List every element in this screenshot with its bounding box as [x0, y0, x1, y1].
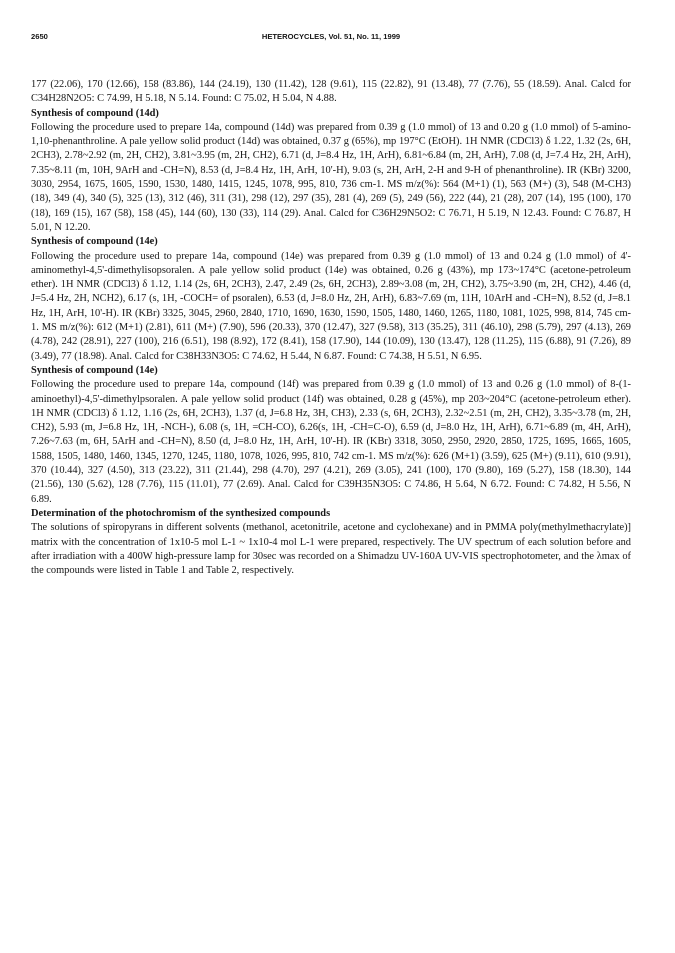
paragraph-14e: Following the procedure used to prepare 14a, compound (14e) was prepared from 0.39 g (1.0 mmol) of 13 and 0.24 g (1.0 mmol) of 4'-aminomethyl-4,5'-dimethylisopsoralen. A pale yellow solid product (14e) was obtained, 0.26 g (43%), mp 173~174°C (acetone-petroleum ether). 1H NMR (CDCl3) δ 1.12, 1.14 (2s, 6H, 2CH3), 2.47, 2.49 (2s, 6H, 2CH3), 2.89~3.08 (m, 2H, CH2), 3.75~3.90 (m, 2H, CH2), 4.46 (d, J=5.4 Hz, 2H, NCH2), 6.17 (s, 1H, -COCH= of psoralen), 6.53 (d, J=8.0 Hz, 2H, ArH), 6.83~7.69 (m, 11H, 10ArH and -CH=N), 8.52 (d, J=8.1 Hz, 1H, ArH, 10'-H). IR (KBr) 3325, 3045, 2960, 2840, 1710, 1690, 1630, 1590, 1505, 1480, 1460, 1265, 1180, 1081, 1025, 998, 814, 745 cm-1. MS m/z(%): 612 (M+1) (2.81), 611 (M+) (7.90), 596 (20.33), 370 (12.47), 327 (9.58), 313 (35.25), 311 (46.10), 298 (5.79), 297 (4.13), 269 (4.78), 242 (28.91), 227 (100), 216 (6.51), 198 (8.92), 172 (8.41), 158 (17.90), 144 (10.09), 130 (13.47), 128 (11.25), 115 (6.88), 91 (7.26), 89 (3.49), 77 (18.98). Anal. Calcd for C38H33N3O5: C 74.62, H 5.44, N 6.87. Found: C 74.38, H 5.51, N 6.95.	[31, 250, 631, 362]
paragraph-photochromism: The solutions of spiropyrans in different solvents (methanol, acetonitrile, acetone and cyclohexane) and in PMMA poly(methylmethacrylate)] matrix with the concentration of 1x10-5 mol L-1 ~ 1x10-4 mol L-1 were prepared, respectively. The UV spectrum of each solution before and after irradiation with a 400W high-pressure lamp for 30sec was recorded on a Shimadzu UV-160A UV-VIS spectrophotometer, and the λmax of the compounds were listed in Table 1 and Table 2, respectively.	[31, 522, 631, 577]
heading-photochromism: Determination of the photochromism of the synthesized compounds	[31, 507, 331, 519]
page-number: 2650	[31, 32, 48, 41]
running-header	[31, 32, 631, 44]
heading-14f: Synthesis of compound (14e)	[31, 364, 158, 376]
heading-14d: Synthesis of compound (14d)	[31, 107, 159, 119]
paragraph-14f: Following the procedure used to prepare 14a, compound (14f) was prepared from 0.39 g (1.0 mmol) of 13 and 0.26 g (1.0 mmol) of 8-(1-aminoethyl)-4,5'-dimethylpsoralen. A pale yellow solid product (14f) was obtained, 0.28 g (45%), mp 203~204°C (acetone-petroleum ether). 1H NMR (CDCl3) δ 1.12, 1.16 (2s, 6H, 2CH3), 1.37 (d, J=6.8 Hz, 3H, CH3), 2.33 (s, 6H, 2CH3), 2.32~2.51 (m, 2H, CH2), 3.35~3.78 (m, 2H, CH2), 5.93 (m, J=6.8 Hz, 1H, -NCH-), 6.08 (s, 1H, =CH-CO), 6.26(s, 1H, -CH=C-O), 6.59 (d, J=8.0 Hz, 1H, ArH), 6.71~6.89 (m, 4H, ArH), 7.26~7.63 (m, 6H, 5ArH and -CH=N), 8.50 (d, J=8.0 Hz, 1H, ArH, 10'-H). IR (KBr) 3318, 3050, 2950, 2920, 2850, 1725, 1695, 1665, 1605, 1588, 1505, 1480, 1460, 1345, 1270, 1245, 1180, 1078, 1026, 995, 810, 742 cm-1. MS m/z(%): 626 (M+1) (3.59), 625 (M+) (9.11), 610 (9.91), 370 (10.44), 327 (4.50), 313 (23.22), 311 (21.44), 298 (4.70), 297 (4.21), 269 (3.05), 241 (100), 170 (9.80), 169 (5.27), 158 (18.30), 144 (21.56), 130 (5.62), 128 (7.76), 115 (11.01), 77 (2.69). Anal. Calcd for C39H35N3O5: C 74.86, H 5.64, N 6.72. Found: C 74.82, H 5.56, N 6.89.	[31, 379, 631, 505]
heading-14e: Synthesis of compound (14e)	[31, 236, 158, 248]
paragraph-14d: Following the procedure used to prepare 14a, compound (14d) was prepared from 0.39 g (1.0 mmol) of 13 and 0.20 g (1.0 mmol) of 5-amino-1,10-phenanthroline. A pale yellow solid product (14d) was obtained, 0.37 g (65%), mp 197°C (EtOH). 1H NMR (CDCl3) δ 1.22, 1.32 (2s, 6H, 2CH3), 2.78~2.92 (m, 2H, CH2), 3.81~3.95 (m, 2H, CH2), 6.71 (d, J=8.4 Hz, 1H, ArH), 6.81~6.84 (m, 2H, ArH), 7.08 (d, J=7.4 Hz, 2H, ArH), 7.35~8.11 (m, 10H, 9ArH and -CH=N), 8.53 (d, J=8.4 Hz, 1H, ArH, 10'-H), 9.03 (s, 2H, ArH, 2-H and 9-H of phenanthroline). IR (KBr) 3200, 3030, 2954, 1675, 1605, 1590, 1530, 1480, 1415, 1245, 1078, 995, 810, 736 cm-1. MS m/z(%): 564 (M+1) (1), 563 (M+) (3), 548 (M-CH3) (18), 349 (4), 340 (5), 325 (13), 312 (46), 311 (31), 298 (12), 297 (35), 281 (4), 269 (5), 249 (56), 222 (44), 21 (28), 207 (14), 195 (100), 170 (18), 169 (15), 167 (58), 158 (45), 144 (60), 130 (33), 114 (29). Anal. Calcd for C36H29N5O2: C 76.71, H 5.19, N 12.43. Found: C 76.87, H 5.01, N 12.20.	[31, 121, 631, 233]
page-body	[31, 78, 631, 578]
journal-citation: HETEROCYCLES, Vol. 51, No. 11, 1999	[261, 32, 401, 41]
continuation-paragraph: 177 (22.06), 170 (12.66), 158 (83.86), 144 (24.19), 130 (11.42), 128 (9.61), 115 (22.82), 91 (13.48), 77 (7.76), 55 (18.59). Anal. Calcd for C34H28N2O5: C 74.99, H 5.18, N 5.14. Found: C 75.02, H 5.04, N 4.88.	[31, 79, 631, 105]
